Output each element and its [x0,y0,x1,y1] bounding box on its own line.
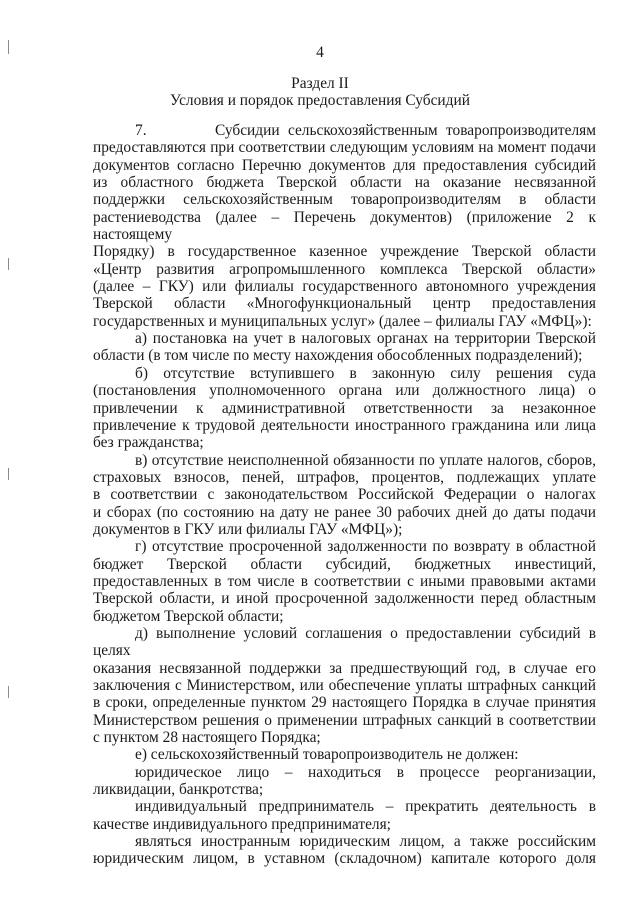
page-number: 4 [316,44,324,61]
text-line: Порядку) в государственное казенное учреждение Тверской области [93,243,596,261]
left-margin-mark [8,686,9,698]
text-line: юридическое лицо – находиться в процессе реорганизации, [135,763,596,781]
text-line: юридическим лицом, в уставном (складочном) капитале которого доля [93,850,596,868]
text-line: области (в том числе по месту нахождения обособленных подразделений); [93,347,583,365]
text-line: д) выполнение условий соглашения о предоставлении субсидий в целях [93,624,596,660]
text-line: привлечении к административной ответственности за незаконное [93,399,596,417]
item-g-paragraph [93,538,596,625]
item-v-paragraph [93,452,596,539]
text-line: документов согласно Перечню документов для предоставления субсидий [93,156,596,174]
text-line: в сроки, определенные пунктом 29 настоящего Порядка в случае принятия [93,694,596,712]
text-line: «Центр развития агропромышленного комплекса Тверской области» [93,260,596,278]
section-title: Раздел II [291,75,349,92]
text-line: 7. Субсидии сельскохозяйственным товаропроизводителям [135,122,596,139]
text-line: г) отсутствие просроченной задолженности по возврату в областной [135,538,596,556]
text-line: а) постановка на учет в налоговых органах на территории Тверской [135,330,596,348]
text-line: бюджетом Тверской области; [93,607,284,625]
text-line: (далее – ГКУ) или филиалы государственного автономного учреждения [93,278,596,296]
text-line: предоставляются при соответствии следующим условиям на момент подачи [93,139,596,157]
section-subtitle: Условия и порядок предоставления Субсидий [170,92,470,109]
left-margin-mark [8,258,9,270]
document-body [93,122,596,868]
text-line: (постановления уполномоченного органа или должностного лица) о [93,382,596,400]
text-line: являться иностранным юридическим лицом, а также российским [135,833,596,851]
clause-number: 7. [135,122,147,139]
text-line: в соответствии с законодательством Российской Федерации о налогах [93,486,596,504]
item-d-paragraph [93,625,596,746]
text-line: поддержки сельскохозяйственным товаропроизводителям в области [93,191,596,209]
text-line: индивидуальный предприниматель – прекратить деятельность в [135,798,596,816]
text-line: в) отсутствие неисполненной обязанности по уплате налогов, сборов, [135,451,596,469]
text-line: предоставленных в том числе в соответствии с иными правовыми актами [93,572,596,590]
item-e1-paragraph [93,764,596,799]
text-line: бюджет Тверской области субсидий, бюджетных инвестиций, [93,555,596,573]
text-line: оказания несвязанной поддержки за предшествующий год, в случае его [93,659,596,677]
text-line: с пунктом 28 настоящего Порядка; [93,729,321,747]
text-line: б) отсутствие вступившего в законную силу решения суда [135,364,596,382]
text-line: страховых взносов, пеней, штрафов, процентов, подлежащих уплате [93,468,596,486]
text-line: заключения с Министерством, или обеспечение уплаты штрафных санкций [93,677,596,694]
text-line: е) сельскохозяйственный товаропроизводитель не должен: [135,746,519,764]
text-line: растениеводства (далее – Перечень документов) (приложение 2 к настоящему [93,208,596,244]
text-line: Тверской области, и иной просроченной задолженности перед областным [93,590,596,608]
item-e2-paragraph [93,798,596,833]
text-line: качестве индивидуального предпринимателя; [93,815,391,833]
item-e3-paragraph [93,833,596,868]
clause-7-paragraph [93,122,596,330]
item-a-paragraph [93,330,596,365]
text-line: документов в ГКУ или филиалы ГАУ «МФЦ»); [93,520,403,538]
text-line: государственных и муниципальных услуг» (далее – филиалы ГАУ «МФЦ»): [93,312,592,330]
text-line: ликвидации, банкротства; [93,781,264,799]
text-line: без гражданства; [93,434,204,452]
item-b-paragraph [93,365,596,452]
left-margin-mark [8,468,9,480]
item-e-paragraph [93,746,596,763]
text-line: привлечение к трудовой деятельности иностранного гражданина или лица [93,416,596,434]
text-line: и сборах (по состоянию на дату не ранее 30 рабочих дней до даты подачи [93,503,596,521]
text-line: Тверской области «Многофункциональный центр предоставления [93,295,596,313]
text-line: из областного бюджета Тверской области на оказание несвязанной [93,174,596,192]
text-line: Министерством решения о применении штрафных санкций в соответствии [93,711,596,729]
